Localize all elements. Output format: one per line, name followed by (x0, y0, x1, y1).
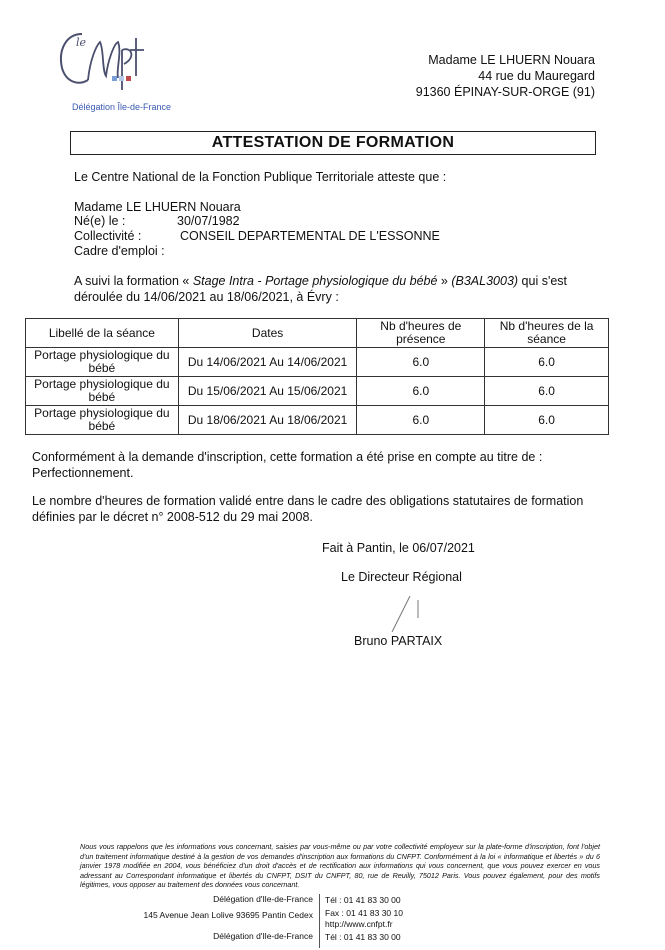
signatory-name: Bruno PARTAIX (354, 634, 443, 648)
footer-left (143, 894, 313, 942)
cadre-label: Cadre d'emploi : (74, 244, 165, 258)
formation-name: Stage Intra - Portage physiologique du bébé (192, 274, 438, 288)
seances-table (25, 318, 609, 435)
table-header-row (26, 319, 609, 348)
cell-dates: Du 14/06/2021 Au 14/06/2021 (178, 348, 357, 377)
privacy-notice: Nous vous rappelons que les informations vous concernant, saisies par vous-même ou par votre collectivité employeur sur la plate-forme d'inscription, font l'objet d'un traitement informatique destiné à la gestion de vos demandes d'inscription aux formations du CNFPT. Conformément à la loi « informatique et libertés » du 6 janvier 1978 modifiée en 2004, vous bénéficiez d'un droit d'accès et de rectification aux informations qui vous concernent, que vous pouvez exercer en vous adressant au Correspondant informatique et libertés du CNFPT, DSIT du CNFPT, 80, rue de Reuilly, 75012 Paris. Vous pouvez également, pour des motifs légitimes, vous opposer au traitement des données vous concernant. (80, 842, 600, 889)
person-name: Madame LE LHUERN Nouara (74, 200, 241, 214)
footer-phone: Tél : 01 41 83 30 00 (325, 895, 401, 905)
formation-line (74, 274, 567, 289)
table-row (26, 377, 609, 406)
birth-value: 30/07/1982 (177, 214, 240, 228)
formation-suffix: qui s'est (518, 274, 568, 288)
cell-dates: Du 15/06/2021 Au 15/06/2021 (178, 377, 357, 406)
footer-divider (319, 894, 320, 948)
footer-address: 145 Avenue Jean Lolive 93695 Pantin Cedex (143, 910, 313, 920)
footer-right (325, 895, 403, 943)
formation-code: (B3AL3003) (451, 274, 519, 288)
cell-seance: 6.0 (485, 377, 609, 406)
formation-middle: » (437, 274, 452, 288)
cell-seance: 6.0 (485, 406, 609, 435)
cnfpt-logo-icon (52, 20, 162, 100)
recipient-city: 91360 ÉPINAY-SUR-ORGE (91) (415, 85, 595, 99)
recipient-address (416, 52, 595, 100)
collectivite-value: CONSEIL DEPARTEMENTAL DE L'ESSONNE (180, 229, 440, 243)
header-dates: Dates (178, 319, 357, 348)
cell-presence: 6.0 (357, 348, 485, 377)
heures-line-2: définies par le décret n° 2008-512 du 29 mai 2008. (32, 510, 313, 524)
footer-website: http://www.cnfpt.fr (325, 919, 393, 929)
place-date: Fait à Pantin, le 06/07/2021 (322, 541, 475, 555)
footer-delegation: Délégation d'Ile-de-France (213, 894, 313, 904)
cell-presence: 6.0 (357, 406, 485, 435)
cell-presence: 6.0 (357, 377, 485, 406)
collectivite-label: Collectivité : (74, 229, 142, 243)
footer-phone-2: Tél : 01 41 83 30 00 (325, 932, 401, 942)
header-presence: Nb d'heures de présence (357, 319, 485, 348)
formation-dates: déroulée du 14/06/2021 au 18/06/2021, à Évry : (74, 290, 339, 304)
footer-delegation-2: Délégation d'Ile-de-France (213, 931, 313, 941)
header-seance: Nb d'heures de la séance (485, 319, 609, 348)
recipient-name: Madame LE LHUERN Nouara (428, 53, 595, 67)
heures-line-1: Le nombre d'heures de formation validé entre dans le cadre des obligations statutaires de formation (32, 494, 584, 508)
formation-prefix: A suivi la formation « (74, 274, 193, 288)
cell-seance: 6.0 (485, 348, 609, 377)
intro-text: Le Centre National de la Fonction Publique Territoriale atteste que : (74, 170, 447, 184)
delegation-label: Délégation Île-de-France (72, 102, 172, 112)
cell-libelle: Portage physiologique du bébé (26, 377, 179, 406)
signature-mark (388, 590, 438, 640)
table-row (26, 348, 609, 377)
page-title: ATTESTATION DE FORMATION (70, 131, 596, 155)
cell-libelle: Portage physiologique du bébé (26, 348, 179, 377)
conformite-line-1: Conformément à la demande d'inscription, cette formation a été prise en compte au titre de : (32, 450, 543, 464)
cell-libelle: Portage physiologique du bébé (26, 406, 179, 435)
cell-dates: Du 18/06/2021 Au 18/06/2021 (178, 406, 357, 435)
table-row (26, 406, 609, 435)
conformite-line-2: Perfectionnement. (32, 466, 134, 480)
logo-prefix: le (76, 36, 87, 49)
header-libelle: Libellé de la séance (26, 319, 179, 348)
cnfpt-logo (52, 20, 162, 112)
recipient-street: 44 rue du Mauregard (478, 69, 595, 83)
birth-label: Né(e) le : (74, 214, 126, 228)
footer-fax: Fax : 01 41 83 30 10 (325, 908, 403, 918)
signatory-role: Le Directeur Régional (341, 570, 462, 584)
